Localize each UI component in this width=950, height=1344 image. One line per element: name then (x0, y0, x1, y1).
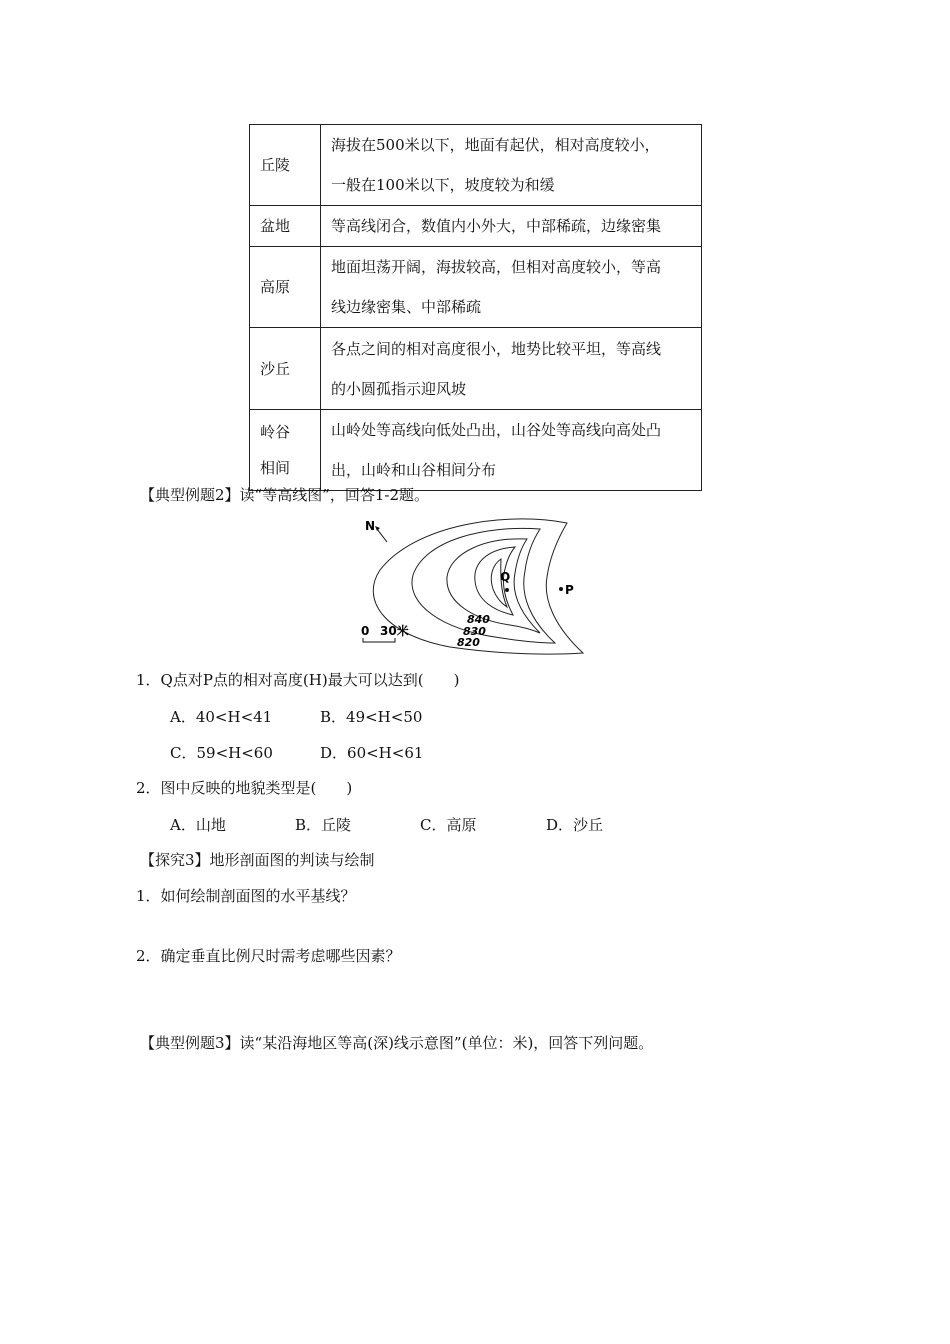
terrain-name: 岭谷 相间 (250, 410, 321, 491)
explore3-q2: 2．确定垂直比例尺时需考虑哪些因素？ (136, 947, 401, 965)
table-row (250, 125, 702, 206)
explore3-q1: 1．如何绘制剖面图的水平基线？ (136, 887, 356, 905)
terrain-name: 沙丘 (250, 328, 321, 410)
q1-text: 1．Q点对P点的相对高度(H)最大可以达到( ) (136, 671, 460, 689)
explore3-title: 【探究3】地形剖面图的判读与绘制 (140, 851, 375, 869)
terrain-table (249, 124, 702, 491)
q2-option-d: D．沙丘 (546, 816, 604, 834)
contour-line-840 (447, 539, 540, 633)
table-row (250, 328, 702, 410)
scale-bar (363, 638, 395, 642)
contour-label-830: 830 (463, 625, 486, 638)
q1-option-c: C．59<H<60 (170, 744, 273, 762)
table-row (250, 206, 702, 247)
north-arrow-icon (377, 529, 387, 542)
scale-zero: 0 (361, 624, 370, 638)
q1-option-b: B．49<H<50 (320, 708, 423, 726)
example3-title: 【典型例题3】读“某沿海地区等高(深)线示意图”(单位：米)，回答下列问题。 (140, 1034, 654, 1052)
q1-option-a: A．40<H<41 (170, 708, 273, 726)
q1-option-d: D．60<H<61 (320, 744, 424, 762)
north-arrowhead-icon (375, 526, 380, 531)
terrain-name: 丘陵 (250, 125, 321, 206)
q2-option-c: C．高原 (420, 816, 477, 834)
terrain-name: 盆地 (250, 206, 321, 247)
terrain-desc: 山岭处等高线向低处凸出，山谷处等高线向高处凸 出，山岭和山谷相间分布 (321, 410, 702, 491)
q2-text: 2．图中反映的地貌类型是( ) (136, 779, 353, 797)
example2-title: 【典型例题2】读“等高线图”，回答1-2题。 (140, 486, 430, 504)
point-p-label: P (565, 583, 574, 597)
contour-label-820: 820 (457, 636, 480, 649)
north-label: N (365, 519, 376, 533)
contour-label-840: 840 (467, 613, 490, 626)
point-q-marker (505, 588, 509, 592)
q2-option-a: A．山地 (170, 816, 226, 834)
point-q-label: Q (500, 570, 511, 584)
terrain-desc: 等高线闭合，数值内小外大，中部稀疏，边缘密集 (321, 206, 702, 247)
terrain-name: 高原 (250, 247, 321, 328)
scale-label: 30米 (380, 624, 409, 638)
terrain-desc: 海拔在500米以下，地面有起伏，相对高度较小， 一般在100米以下，坡度较为和缓 (321, 125, 702, 206)
q2-option-b: B．丘陵 (295, 816, 352, 834)
terrain-desc: 各点之间的相对高度很小，地势比较平坦，等高线 的小圆孤指示迎风坡 (321, 328, 702, 410)
table-row (250, 410, 702, 491)
contour-map (355, 515, 595, 660)
terrain-desc: 地面坦荡开阔，海拔较高，但相对高度较小，等高 线边缘密集、中部稀疏 (321, 247, 702, 328)
table-row (250, 247, 702, 328)
point-p-marker (559, 587, 563, 591)
